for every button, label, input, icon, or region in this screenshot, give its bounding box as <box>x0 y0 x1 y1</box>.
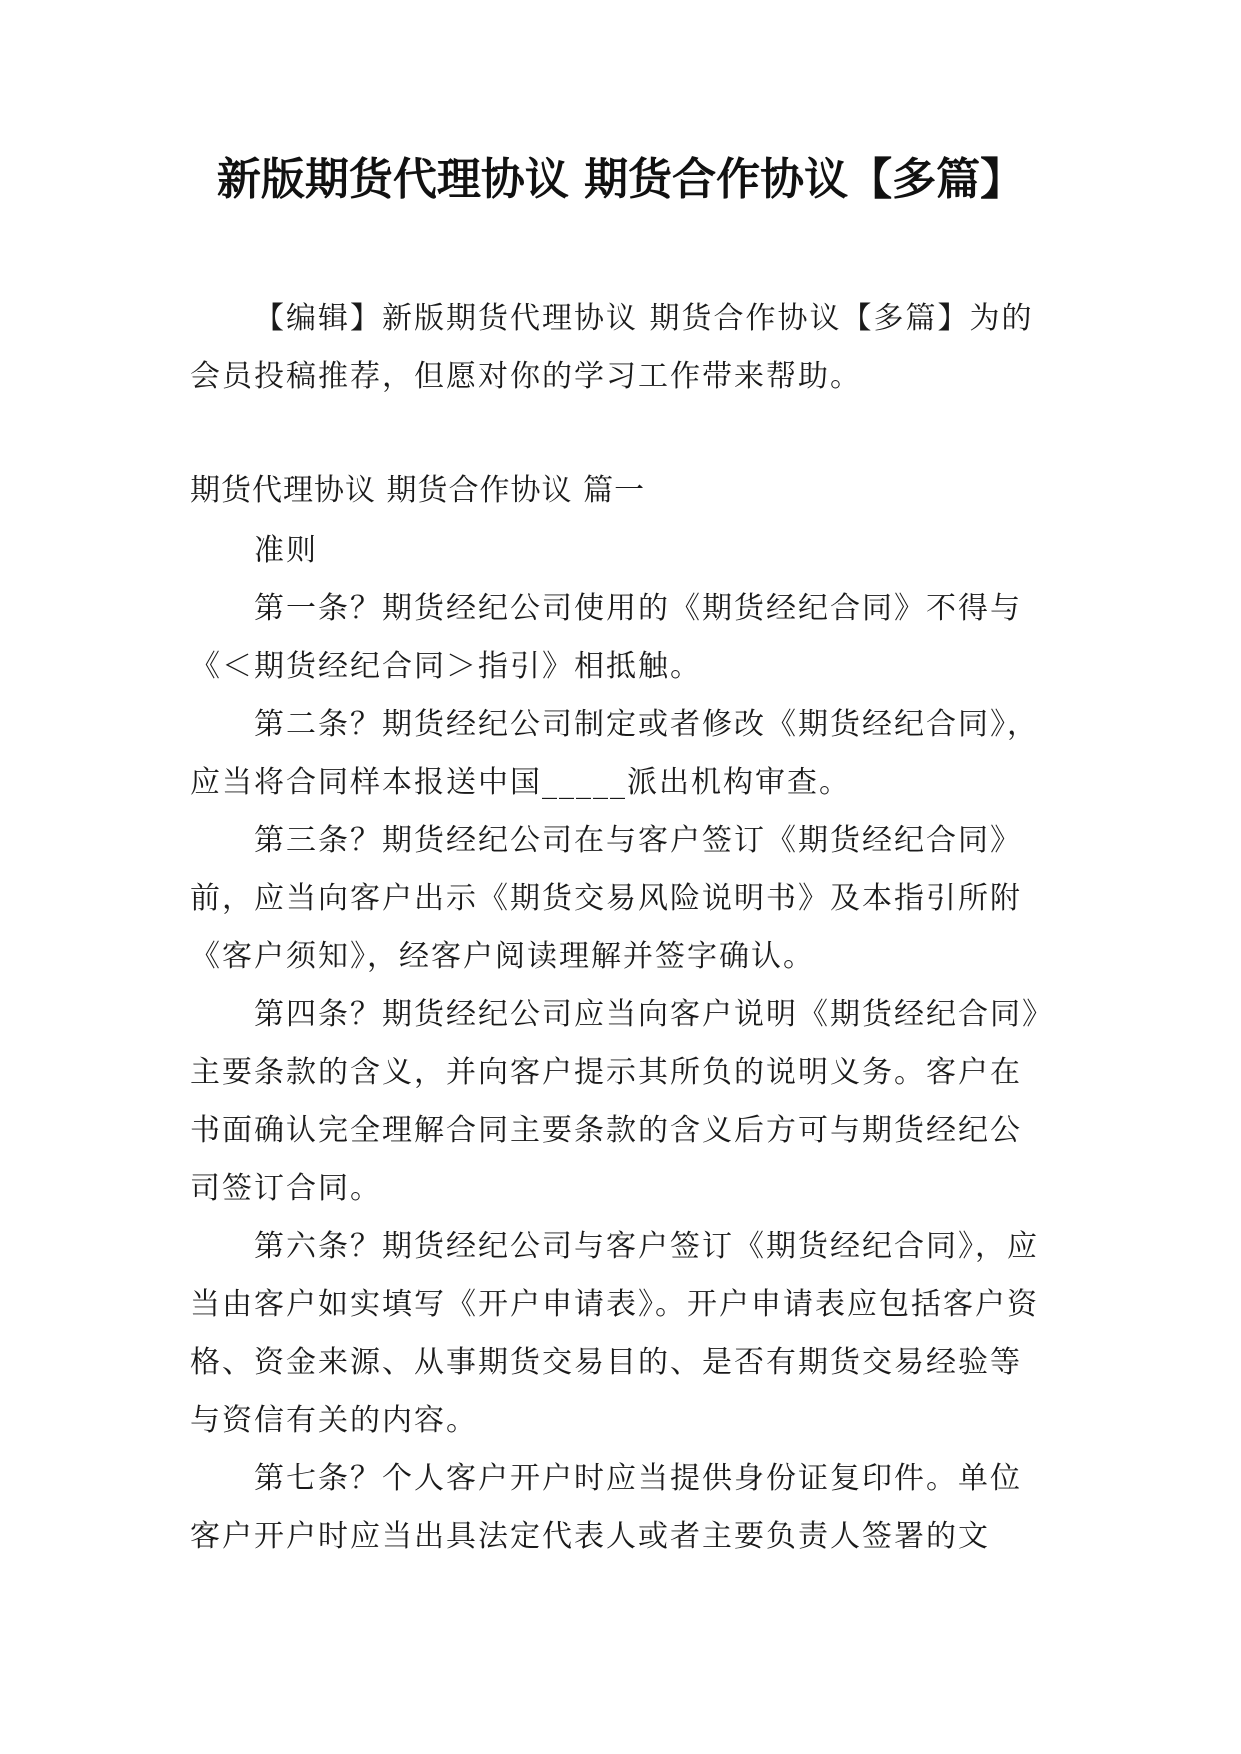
paragraph-article-3: 第三条？期货经纪公司在与客户签订《期货经纪合同》前，应当向客户出示《期货交易风险说明书》及本指引所附《客户须知》，经客户阅读理解并签字确认。 <box>190 823 1022 974</box>
paragraph-article-4: 第四条？期货经纪公司应当向客户说明《期货经纪合同》主要条款的含义，并向客户提示其所负的说明义务。客户在书面确认完全理解合同主要条款的含义后方可与期货经纪公司签订合同。 <box>190 997 1039 1206</box>
paragraph-article-6: 第六条？期货经纪公司与客户签订《期货经纪合同》，应当由客户如实填写《开户申请表》。开户申请表应包括客户资格、资金来源、从事期货交易目的、是否有期货交易经验等与资信有关的内容。 <box>190 1229 1039 1438</box>
paragraph-article-1: 第一条？期货经纪公司使用的《期货经纪合同》不得与《＜期货经纪合同＞指引》相抵触。 <box>190 591 1022 684</box>
document-content <box>190 522 1050 1566</box>
document-title: 新版期货代理协议 期货合作协议【多篇】 <box>216 154 1025 205</box>
intro-paragraph: 【编辑】新版期货代理协议 期货合作协议【多篇】为的会员投稿推荐，但愿对你的学习工作带来帮助。 <box>190 301 1034 394</box>
paragraph-heading: 准则 <box>254 533 318 568</box>
paragraph-article-2: 第二条？期货经纪公司制定或者修改《期货经纪合同》，应当将合同样本报送中国_____派出机构审查。 <box>190 707 1039 800</box>
paragraph-article-7: 第七条？个人客户开户时应当提供身份证复印件。单位客户开户时应当出具法定代表人或者主要负责人签署的文 <box>190 1461 1022 1554</box>
section-title: 期货代理协议 期货合作协议 篇一 <box>190 473 646 508</box>
